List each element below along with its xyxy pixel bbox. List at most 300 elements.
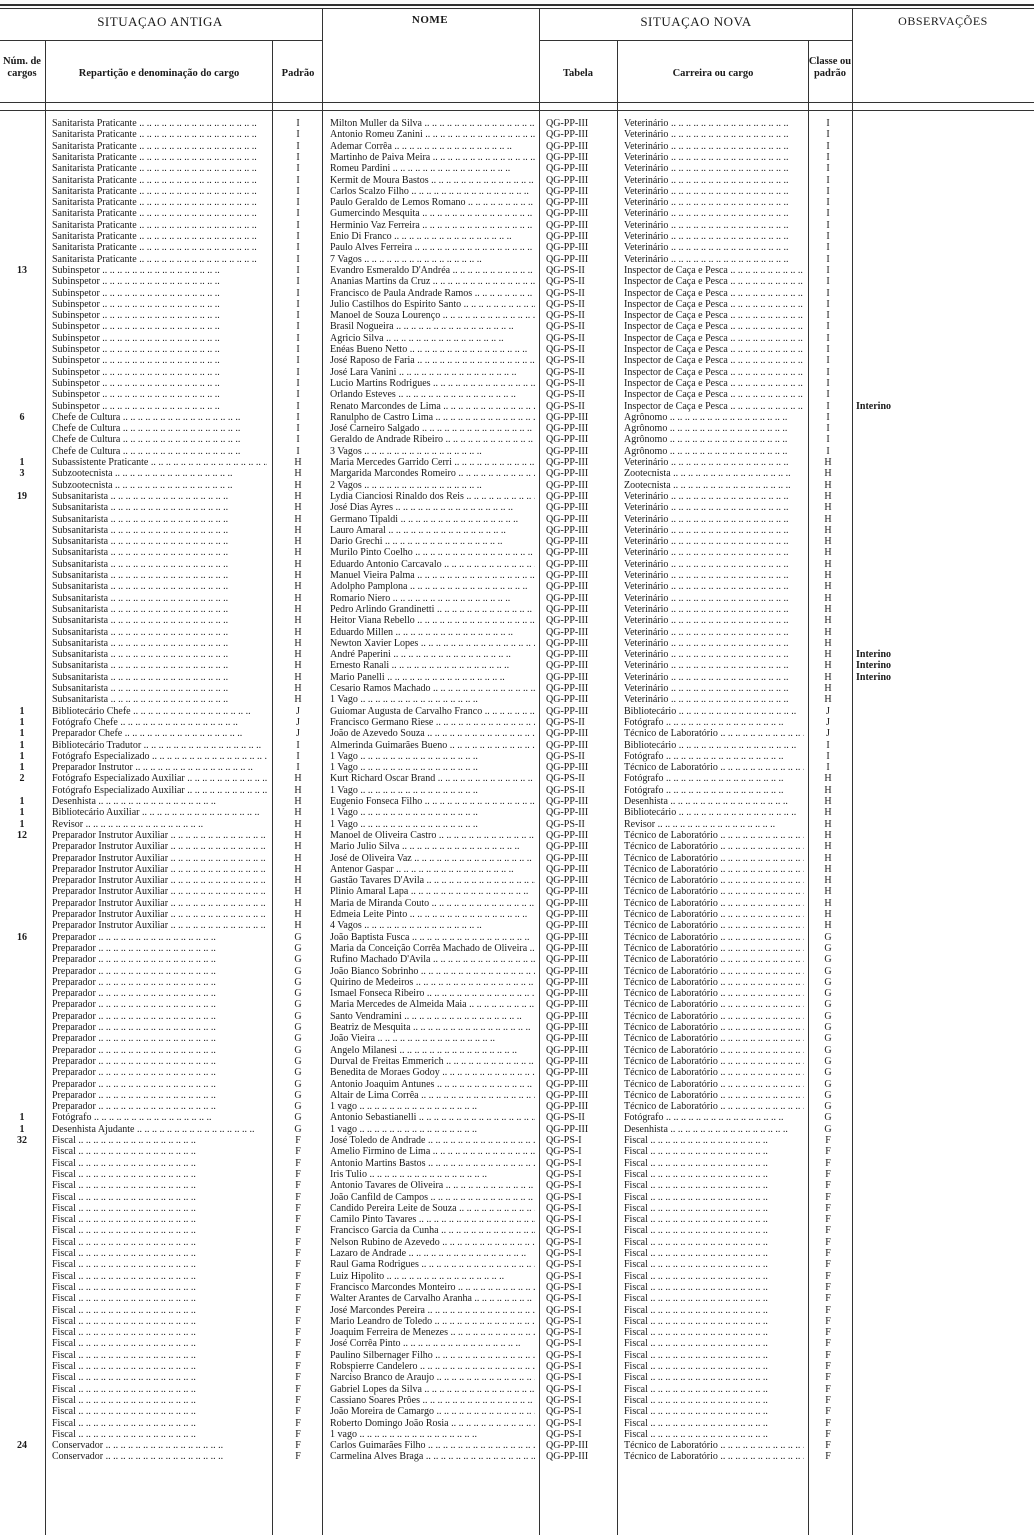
carreira-cell: Zootecnista .. ..: [624, 480, 804, 491]
padrao-cell: I: [296, 389, 300, 401]
nome-cell: José Raposo de Faria .. ..: [330, 355, 535, 366]
tabela-cell: QG-PP-III: [546, 829, 589, 841]
nome-cell: Dario Grechi .. ..: [330, 536, 535, 547]
tabela-cell: QG-PS-I: [546, 1281, 582, 1293]
nome-cell: 1 Vago .. ..: [330, 751, 535, 762]
classe-cell: I: [826, 264, 830, 276]
padrao-cell: G: [294, 1101, 302, 1113]
classe-cell: F: [825, 1349, 831, 1361]
table-row: [0, 265, 1034, 276]
carreira-cell: Fiscal .. ..: [624, 1305, 804, 1316]
classe-cell: I: [826, 219, 830, 231]
table-row: [0, 909, 1034, 920]
tabela-cell: QG-PS-II: [546, 332, 585, 344]
padrao-cell: H: [294, 694, 302, 706]
nome-cell: Robspierre Candelero .. ..: [330, 1361, 535, 1372]
carreira-cell: Técnico de Laboratório .. ..: [624, 954, 804, 965]
tabela-cell: QG-PS-II: [546, 355, 585, 367]
nome-cell: José Carneiro Salgado .. ..: [330, 423, 535, 434]
table-row: [0, 864, 1034, 875]
carreira-cell: Revisor .. ..: [624, 819, 804, 830]
classe-cell: H: [824, 852, 832, 864]
nome-cell: Rufino Machado D'Avila .. ..: [330, 954, 535, 965]
nome-cell: 1 Vago .. ..: [330, 785, 535, 796]
padrao-cell: I: [296, 762, 300, 774]
table-row: [0, 152, 1034, 163]
reparticao-cell: Subzootecnista .. ..: [52, 480, 267, 491]
classe-cell: I: [826, 321, 830, 333]
carreira-cell: Fiscal .. ..: [624, 1293, 804, 1304]
reparticao-cell: Sanitarista Praticante .. ..: [52, 186, 267, 197]
classe-cell: F: [825, 1372, 831, 1384]
padrao-cell: F: [295, 1191, 301, 1203]
reparticao-cell: Preparador .. ..: [52, 1022, 267, 1033]
reparticao-cell: Fotógrafo Especializado Auxiliar .. ..: [52, 773, 267, 784]
reparticao-cell: Preparador .. ..: [52, 954, 267, 965]
nome-cell: Luiz Hipolito .. ..: [330, 1271, 535, 1282]
padrao-cell: J: [296, 705, 300, 717]
carreira-cell: Veterinário .. ..: [624, 231, 804, 242]
reparticao-cell: Fotógrafo Especializado Auxiliar .. ..: [52, 785, 267, 796]
tabela-cell: QG-PP-III: [546, 445, 589, 457]
nome-cell: Mario Panelli .. ..: [330, 672, 535, 683]
tabela-cell: QG-PP-III: [546, 660, 589, 672]
padrao-cell: I: [296, 332, 300, 344]
carreira-cell: Veterinário .. ..: [624, 152, 804, 163]
tabela-cell: QG-PS-I: [546, 1361, 582, 1372]
tabela-cell: QG-PP-III: [546, 242, 589, 254]
table-row: [0, 683, 1034, 694]
carreira-cell: Técnico de Laboratório .. ..: [624, 920, 804, 931]
nome-cell: Candido Pereira Leite de Souza .. ..: [330, 1203, 535, 1214]
carreira-cell: Inspector de Caça e Pesca .. ..: [624, 299, 804, 310]
carreira-cell: Técnico de Laboratório .. ..: [624, 1090, 804, 1101]
table-row: [0, 197, 1034, 208]
table-row: [0, 299, 1034, 310]
reparticao-cell: Fiscal .. ..: [52, 1316, 267, 1327]
nome-cell: 1 Vago .. ..: [330, 694, 535, 705]
table-row: [0, 920, 1034, 931]
table-row: [0, 547, 1034, 558]
tabela-cell: QG-PP-III: [546, 174, 589, 186]
classe-cell: F: [825, 1361, 831, 1372]
nome-cell: Carlos Scalzo Filho .. ..: [330, 186, 535, 197]
carreira-cell: Bibliotecário .. ..: [624, 740, 804, 751]
carreira-cell: Técnico de Laboratório .. ..: [624, 1451, 804, 1462]
table-row: [0, 1293, 1034, 1304]
reparticao-cell: Preparador .. ..: [52, 1090, 267, 1101]
table-row: [0, 796, 1034, 807]
nome-cell: Raul Gama Rodrigues .. ..: [330, 1259, 535, 1270]
carreira-cell: Técnico de Laboratório .. ..: [624, 875, 804, 886]
carreira-cell: Técnico de Laboratório .. ..: [624, 1067, 804, 1078]
reparticao-cell: Sanitarista Praticante .. ..: [52, 197, 267, 208]
padrao-cell: F: [295, 1270, 301, 1282]
reparticao-cell: Subsanitarista .. ..: [52, 660, 267, 671]
num-cargos-cell: 1: [19, 457, 25, 468]
table-row: [0, 1214, 1034, 1225]
carreira-cell: Fiscal .. ..: [624, 1158, 804, 1169]
nome-cell: 4 Vagos .. ..: [330, 920, 535, 931]
reparticao-cell: Subsanitarista .. ..: [52, 683, 267, 694]
padrao-cell: H: [294, 660, 302, 672]
carreira-cell: Veterinário .. ..: [624, 525, 804, 536]
table-row: [0, 1192, 1034, 1203]
padrao-cell: I: [296, 377, 300, 389]
nome-cell: Antonio Tavares de Oliveira .. ..: [330, 1180, 535, 1191]
table-row: [0, 457, 1034, 468]
carreira-cell: Veterinário .. ..: [624, 559, 804, 570]
carreira-cell: Inspector de Caça e Pesca .. ..: [624, 389, 804, 400]
classe-cell: H: [824, 570, 832, 581]
carreira-cell: Fiscal .. ..: [624, 1316, 804, 1327]
table-row: [0, 1395, 1034, 1406]
tabela-cell: QG-PS-II: [546, 310, 585, 322]
tabela-cell: QG-PP-III: [546, 931, 589, 943]
padrao-cell: I: [296, 197, 300, 209]
reparticao-cell: Fiscal .. ..: [52, 1350, 267, 1361]
table-row: [0, 118, 1034, 129]
nome-cell: 7 Vagos .. ..: [330, 254, 535, 265]
tabela-cell: QG-PS-I: [546, 1259, 582, 1271]
classe-cell: F: [825, 1191, 831, 1203]
num-cargos-cell: 6: [19, 411, 25, 423]
reparticao-cell: Preparador .. ..: [52, 966, 267, 977]
padrao-cell: F: [295, 1180, 301, 1192]
carreira-cell: Fiscal .. ..: [624, 1429, 804, 1440]
padrao-cell: H: [294, 852, 302, 864]
reparticao-cell: Subsanitarista .. ..: [52, 672, 267, 683]
classe-cell: I: [826, 434, 830, 446]
nome-cell: Ranulpho de Castro Lima .. ..: [330, 412, 535, 423]
nome-cell: Lydia Cianciosi Rinaldo dos Reis .. ..: [330, 491, 535, 502]
tabela-cell: QG-PP-III: [546, 547, 589, 559]
classe-cell: F: [825, 1394, 831, 1406]
nome-cell: Eduardo Millen .. ..: [330, 627, 535, 638]
carreira-cell: Bibliotecário .. ..: [624, 706, 804, 717]
table-row: [0, 875, 1034, 886]
table-row: [0, 412, 1034, 423]
table-row: [0, 288, 1034, 299]
padrao-cell: F: [295, 1361, 301, 1372]
tabela-cell: QG-PP-III: [546, 140, 589, 152]
reparticao-cell: Fiscal .. ..: [52, 1418, 267, 1429]
table-row: [0, 1305, 1034, 1316]
carreira-cell: Inspector de Caça e Pesca .. ..: [624, 265, 804, 276]
classe-cell: I: [826, 739, 830, 751]
table-row: [0, 491, 1034, 502]
table-row: [0, 1203, 1034, 1214]
nome-cell: Agricio Silva .. ..: [330, 333, 535, 344]
classe-cell: F: [825, 1146, 831, 1158]
carreira-cell: Fiscal .. ..: [624, 1338, 804, 1349]
classe-cell: H: [824, 524, 832, 536]
reparticao-cell: Sanitarista Praticante .. ..: [52, 231, 267, 242]
tabela-cell: QG-PP-III: [546, 581, 589, 593]
table-row: [0, 1124, 1034, 1135]
carreira-cell: Agrônomo .. ..: [624, 412, 804, 423]
padrao-cell: H: [294, 649, 302, 661]
carreira-cell: Agrônomo .. ..: [624, 446, 804, 457]
table-row: [0, 163, 1034, 174]
tabela-cell: QG-PP-III: [546, 852, 589, 864]
nome-cell: João Canfild de Campos .. ..: [330, 1192, 535, 1203]
table-row: [0, 175, 1034, 186]
nome-cell: 1 Vago .. ..: [330, 762, 535, 773]
tabela-cell: QG-PS-I: [546, 1406, 582, 1418]
carreira-cell: Técnico de Laboratório .. ..: [624, 1033, 804, 1044]
top-rule-thin: [0, 8, 1034, 9]
reparticao-cell: Chefe de Cultura .. ..: [52, 434, 267, 445]
padrao-cell: H: [294, 479, 302, 491]
classe-cell: F: [825, 1440, 831, 1452]
tabela-cell: QG-PS-I: [546, 1315, 582, 1327]
padrao-cell: F: [295, 1315, 301, 1327]
classe-cell: H: [824, 660, 832, 672]
carreira-cell: Veterinário .. ..: [624, 649, 804, 660]
table-row: [0, 389, 1034, 400]
table-row: [0, 773, 1034, 784]
table-row: [0, 751, 1034, 762]
padrao-cell: I: [296, 219, 300, 231]
tabela-cell: QG-PP-III: [546, 762, 589, 774]
nome-cell: Antonio Joaquim Antunes .. ..: [330, 1079, 535, 1090]
classe-cell: G: [824, 1112, 832, 1124]
subheader-rule-right: [540, 40, 852, 41]
classe-cell: F: [825, 1281, 831, 1293]
carreira-cell: Veterinário .. ..: [624, 208, 804, 219]
padrao-cell: F: [295, 1281, 301, 1293]
table-row: [0, 999, 1034, 1010]
nome-cell: 2 Vagos .. ..: [330, 480, 535, 491]
padrao-cell: H: [294, 536, 302, 548]
header-classe: Classe ou padrão: [808, 56, 852, 79]
table-row: [0, 954, 1034, 965]
nome-cell: Francisco de Paula Andrade Ramos .. ..: [330, 288, 535, 299]
num-cargos-cell: 1: [19, 728, 25, 740]
classe-cell: H: [824, 536, 832, 548]
tabela-cell: QG-PP-III: [546, 1089, 589, 1101]
tabela-cell: QG-PS-I: [546, 1168, 582, 1180]
classe-cell: H: [824, 773, 832, 785]
table-row: [0, 355, 1034, 366]
table-row: [0, 694, 1034, 705]
tabela-cell: QG-PP-III: [546, 942, 589, 954]
reparticao-cell: Preparador Instrutor Auxiliar .. ..: [52, 886, 267, 897]
classe-cell: H: [824, 683, 832, 694]
reparticao-cell: Fiscal .. ..: [52, 1192, 267, 1203]
tabela-cell: QG-PS-I: [546, 1146, 582, 1158]
reparticao-cell: Preparador .. ..: [52, 1011, 267, 1022]
reparticao-cell: Chefe de Cultura .. ..: [52, 412, 267, 423]
carreira-cell: Agrônomo .. ..: [624, 434, 804, 445]
reparticao-cell: Subinspetor .. ..: [52, 378, 267, 389]
padrao-cell: F: [295, 1440, 301, 1452]
tabela-cell: QG-PP-III: [546, 886, 589, 898]
num-cargos-cell: 1: [19, 739, 25, 751]
nome-cell: Almerinda Guimarães Bueno .. ..: [330, 740, 535, 751]
tabela-cell: QG-PP-III: [546, 1022, 589, 1033]
reparticao-cell: Sanitarista Praticante .. ..: [52, 163, 267, 174]
carreira-cell: Técnico de Laboratório .. ..: [624, 943, 804, 954]
reparticao-cell: Conservador .. ..: [52, 1451, 267, 1462]
reparticao-cell: Preparador .. ..: [52, 999, 267, 1010]
carreira-cell: Inspector de Caça e Pesca .. ..: [624, 344, 804, 355]
padrao-cell: I: [296, 411, 300, 423]
nome-cell: Herminio Vaz Ferreira .. ..: [330, 220, 535, 231]
nome-cell: João de Azevedo Souza .. ..: [330, 728, 535, 739]
tabela-cell: QG-PS-II: [546, 773, 585, 785]
tabela-cell: QG-PP-III: [546, 875, 589, 887]
reparticao-cell: Sanitarista Praticante .. ..: [52, 175, 267, 186]
tabela-cell: QG-PS-I: [546, 1157, 582, 1169]
tabela-cell: QG-PP-III: [546, 490, 589, 502]
nome-cell: Germano Tipaldi .. ..: [330, 514, 535, 525]
padrao-cell: H: [294, 570, 302, 581]
padrao-cell: I: [296, 151, 300, 163]
classe-cell: G: [824, 1055, 832, 1067]
nome-cell: Roberto Domingo João Rosia .. ..: [330, 1418, 535, 1429]
tabela-cell: QG-PP-III: [546, 1440, 589, 1452]
nome-cell: Kurt Richard Oscar Brand .. ..: [330, 773, 535, 784]
nome-cell: Brasil Nogueira .. ..: [330, 321, 535, 332]
table-row: [0, 468, 1034, 479]
nome-cell: Maria de Miranda Couto .. ..: [330, 898, 535, 909]
table-row: [0, 830, 1034, 841]
num-cargos-cell: 1: [19, 716, 25, 728]
table-row: [0, 570, 1034, 581]
carreira-cell: Desenhista .. ..: [624, 1124, 804, 1135]
tabela-cell: QG-PS-I: [546, 1191, 582, 1203]
reparticao-cell: Subinspetor .. ..: [52, 321, 267, 332]
table-row: [0, 242, 1034, 253]
padrao-cell: F: [295, 1168, 301, 1180]
padrao-cell: H: [294, 863, 302, 875]
classe-cell: I: [826, 423, 830, 435]
carreira-cell: Fiscal .. ..: [624, 1282, 804, 1293]
reparticao-cell: Chefe de Cultura .. ..: [52, 446, 267, 457]
tabela-cell: QG-PS-I: [546, 1135, 582, 1146]
reparticao-cell: Preparador .. ..: [52, 1045, 267, 1056]
reparticao-cell: Desenhista .. ..: [52, 796, 267, 807]
nome-cell: João Moreira de Camargo .. ..: [330, 1406, 535, 1417]
carreira-cell: Veterinário .. ..: [624, 672, 804, 683]
nome-cell: Antonio Sebastianelli .. ..: [330, 1112, 535, 1123]
table-row: [0, 1316, 1034, 1327]
reparticao-cell: Fotógrafo Especializado .. ..: [52, 751, 267, 762]
carreira-cell: Inspector de Caça e Pesca .. ..: [624, 333, 804, 344]
classe-cell: I: [826, 750, 830, 762]
classe-cell: I: [826, 366, 830, 378]
classe-cell: H: [824, 468, 832, 480]
nome-cell: Mario Leandro de Toledo .. ..: [330, 1316, 535, 1327]
padrao-cell: H: [294, 581, 302, 593]
carreira-cell: Fiscal .. ..: [624, 1214, 804, 1225]
carreira-cell: Técnico de Laboratório .. ..: [624, 966, 804, 977]
tabela-cell: QG-PS-II: [546, 287, 585, 299]
num-cargos-cell: 3: [19, 468, 25, 480]
nome-cell: Francisco Marcondes Monteiro .. ..: [330, 1282, 535, 1293]
classe-cell: H: [824, 558, 832, 570]
padrao-cell: I: [296, 321, 300, 333]
nome-cell: João Bianco Sobrinho .. ..: [330, 966, 535, 977]
tabela-cell: QG-PS-II: [546, 276, 585, 288]
carreira-cell: Veterinário .. ..: [624, 570, 804, 581]
nome-cell: Romario Niero .. ..: [330, 593, 535, 604]
table-row: [0, 367, 1034, 378]
table-row: [0, 1418, 1034, 1429]
padrao-cell: H: [294, 490, 302, 502]
nome-cell: Antenor Gaspar .. ..: [330, 864, 535, 875]
tabela-cell: QG-PP-III: [546, 954, 589, 966]
nome-cell: Gabriel Lopes da Silva .. ..: [330, 1384, 535, 1395]
nome-cell: Romeu Pardini .. ..: [330, 163, 535, 174]
classe-cell: G: [824, 1078, 832, 1090]
reparticao-cell: Subinspetor .. ..: [52, 355, 267, 366]
carreira-cell: Fiscal .. ..: [624, 1327, 804, 1338]
padrao-cell: F: [295, 1157, 301, 1169]
classe-cell: F: [825, 1135, 831, 1146]
tabela-cell: QG-PS-I: [546, 1236, 582, 1248]
tabela-cell: QG-PP-III: [546, 988, 589, 1000]
carreira-cell: Veterinário .. ..: [624, 220, 804, 231]
reparticao-cell: Preparador Chefe .. ..: [52, 728, 267, 739]
carreira-cell: Fiscal .. ..: [624, 1203, 804, 1214]
tabela-cell: QG-PS-II: [546, 264, 585, 276]
reparticao-cell: Subsanitarista .. ..: [52, 547, 267, 558]
nome-cell: Carlos Guimarães Filho .. ..: [330, 1440, 535, 1451]
table-row: [0, 276, 1034, 287]
classe-cell: G: [824, 999, 832, 1011]
nome-cell: Heitor Viana Rebello .. ..: [330, 615, 535, 626]
reparticao-cell: Fiscal .. ..: [52, 1406, 267, 1417]
nome-cell: Amelio Firmino de Lima .. ..: [330, 1146, 535, 1157]
tabela-cell: QG-PP-III: [546, 163, 589, 175]
tabela-cell: QG-PS-II: [546, 1112, 585, 1124]
reparticao-cell: Chefe de Cultura .. ..: [52, 423, 267, 434]
reparticao-cell: Sanitarista Praticante .. ..: [52, 242, 267, 253]
classe-cell: I: [826, 163, 830, 175]
carreira-cell: Veterinário .. ..: [624, 197, 804, 208]
header-padrao: Padrão: [281, 68, 315, 79]
table-row: [0, 1033, 1034, 1044]
carreira-cell: Veterinário .. ..: [624, 660, 804, 671]
classe-cell: F: [825, 1428, 831, 1440]
padrao-cell: H: [294, 615, 302, 627]
classe-cell: H: [824, 592, 832, 604]
nome-cell: Milton Muller da Silva .. ..: [330, 118, 535, 129]
header-bottom-rule: [0, 102, 1034, 103]
padrao-cell: F: [295, 1349, 301, 1361]
reparticao-cell: Fiscal .. ..: [52, 1271, 267, 1282]
classe-cell: G: [824, 976, 832, 988]
carreira-cell: Fiscal .. ..: [624, 1361, 804, 1372]
reparticao-cell: Fiscal .. ..: [52, 1305, 267, 1316]
padrao-cell: G: [294, 1033, 302, 1045]
nome-cell: Cassiano Soares Prôes .. ..: [330, 1395, 535, 1406]
classe-cell: F: [825, 1214, 831, 1226]
table-row: [0, 220, 1034, 231]
header-nome: NOME: [411, 14, 449, 26]
classe-cell: H: [824, 863, 832, 875]
reparticao-cell: Subsanitarista .. ..: [52, 604, 267, 615]
classe-cell: H: [824, 547, 832, 559]
table-row: [0, 1451, 1034, 1462]
nome-cell: Cesario Ramos Machado .. ..: [330, 683, 535, 694]
table-row: [0, 932, 1034, 943]
table-row: [0, 1067, 1034, 1078]
num-cargos-cell: 13: [17, 264, 27, 276]
